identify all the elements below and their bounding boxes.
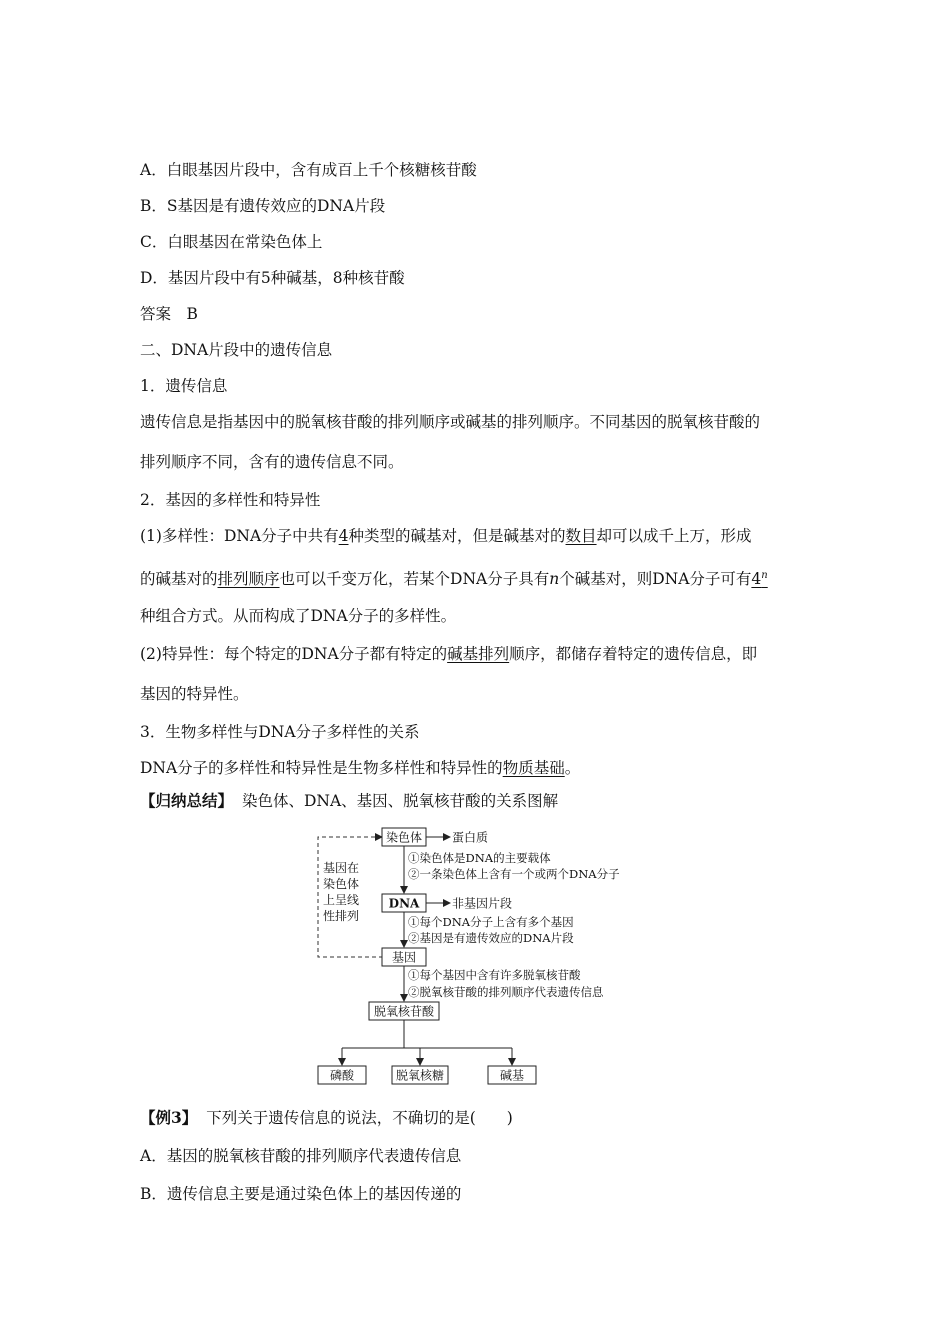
output-protein: 蛋白质 xyxy=(452,830,489,845)
box-chromosome-label: 染色体 xyxy=(385,830,423,845)
variable-n: n xyxy=(549,570,560,589)
example-3-option-b: B．遗传信息主要是通过染色体上的基因传递的 xyxy=(140,1185,462,1203)
paragraph-genetic-info-1: 遗传信息是指基因中的脱氧核苷酸的排列顺序或碱基的排列顺序。不同基因的脱氧核苷酸的 xyxy=(140,413,761,431)
note-3b: ②脱氧核苷酸的排列顺序代表遗传信息 xyxy=(408,985,604,999)
example-3-stem xyxy=(140,1108,513,1128)
option-b: B．S基因是有遗传效应的DNA片段 xyxy=(140,197,386,215)
blank-answer: 数目 xyxy=(565,527,597,545)
text: (1)多样性：DNA分子中共有 xyxy=(140,527,339,545)
option-a: A．白眼基因片段中，含有成百上千个核糖核苷酸 xyxy=(140,161,477,179)
box-base-label: 碱基 xyxy=(499,1068,525,1083)
text: 的碱基对的 xyxy=(140,570,218,589)
summary-title: 染色体、DNA、基因、脱氧核苷酸的关系图解 xyxy=(241,792,559,810)
base: 4 xyxy=(751,570,762,589)
diversity-line-1 xyxy=(140,526,752,546)
side-label-2: 染色体 xyxy=(323,877,360,891)
note-3a: ①每个基因中含有许多脱氧核苷酸 xyxy=(408,968,581,982)
example-3-option-a: A．基因的脱氧核苷酸的排列顺序代表遗传信息 xyxy=(140,1147,462,1165)
text: 顺序，都储存着特定的遗传信息，即 xyxy=(509,645,758,663)
specificity-line-2: 基因的特异性。 xyxy=(140,685,249,703)
blank-answer: 排列顺序 xyxy=(217,570,280,589)
subsection-1-title: 1．遗传信息 xyxy=(140,377,228,395)
box-deoxyribose-label: 脱氧核糖 xyxy=(395,1068,445,1083)
diversity-line-3: 种组合方式。从而构成了DNA分子的多样性。 xyxy=(140,607,457,625)
option-d: D．基因片段中有5种碱基，8种核苷酸 xyxy=(140,269,405,287)
summary-label: 【归纳总结】 xyxy=(140,791,234,810)
summary-heading xyxy=(140,791,558,811)
blank-answer: 碱基排列 xyxy=(447,645,510,663)
note-1b: ②一条染色体上含有一个或两个DNA分子 xyxy=(408,867,620,881)
side-label-3: 上呈线 xyxy=(323,893,360,907)
example-question: 下列关于遗传信息的说法，不确切的是( ) xyxy=(206,1109,513,1127)
note-2b: ②基因是有遗传效应的DNA片段 xyxy=(408,931,574,945)
side-label-1: 基因在 xyxy=(323,861,360,875)
box-nucleotide-label: 脱氧核苷酸 xyxy=(373,1004,435,1019)
blank-answer: 4 xyxy=(338,527,349,545)
output-non-gene: 非基因片段 xyxy=(452,896,513,911)
paragraph-genetic-info-2: 排列顺序不同，含有的遗传信息不同。 xyxy=(140,453,404,471)
text: 。 xyxy=(564,759,581,777)
blank-answer: 物质基础 xyxy=(502,759,565,777)
blank-answer xyxy=(751,570,767,588)
relation-paragraph xyxy=(140,758,580,778)
subsection-3-title: 3．生物多样性与DNA分子多样性的关系 xyxy=(140,723,420,741)
text: 也可以千变万化，若某个DNA分子具有 xyxy=(279,570,550,589)
box-gene-label: 基因 xyxy=(391,950,417,965)
diversity-line-2 xyxy=(140,566,768,589)
box-dna-label: DNA xyxy=(388,896,420,911)
subsection-2-title: 2．基因的多样性和特异性 xyxy=(140,491,321,509)
answer: 答案 B xyxy=(140,305,198,323)
note-2a: ①每个DNA分子上含有多个基因 xyxy=(408,915,574,929)
example-label: 【例3】 xyxy=(140,1108,198,1127)
option-c: C．白眼基因在常染色体上 xyxy=(140,233,323,251)
side-label-4: 性排列 xyxy=(323,909,360,923)
text: 个碱基对，则DNA分子可有 xyxy=(559,570,752,589)
text: (2)特异性：每个特定的DNA分子都有特定的 xyxy=(140,645,448,663)
text: 种类型的碱基对，但是碱基对的 xyxy=(348,527,566,545)
note-1a: ①染色体是DNA的主要载体 xyxy=(408,851,551,865)
exponent: n xyxy=(761,570,768,581)
box-phosphate-label: 磷酸 xyxy=(329,1068,355,1083)
relationship-diagram xyxy=(300,820,660,1092)
text: DNA分子的多样性和特异性是生物多样性和特异性的 xyxy=(140,759,503,777)
specificity-line-1 xyxy=(140,644,757,664)
section-heading: 二、DNA片段中的遗传信息 xyxy=(140,341,333,359)
text: 却可以成千上万，形成 xyxy=(596,527,752,545)
